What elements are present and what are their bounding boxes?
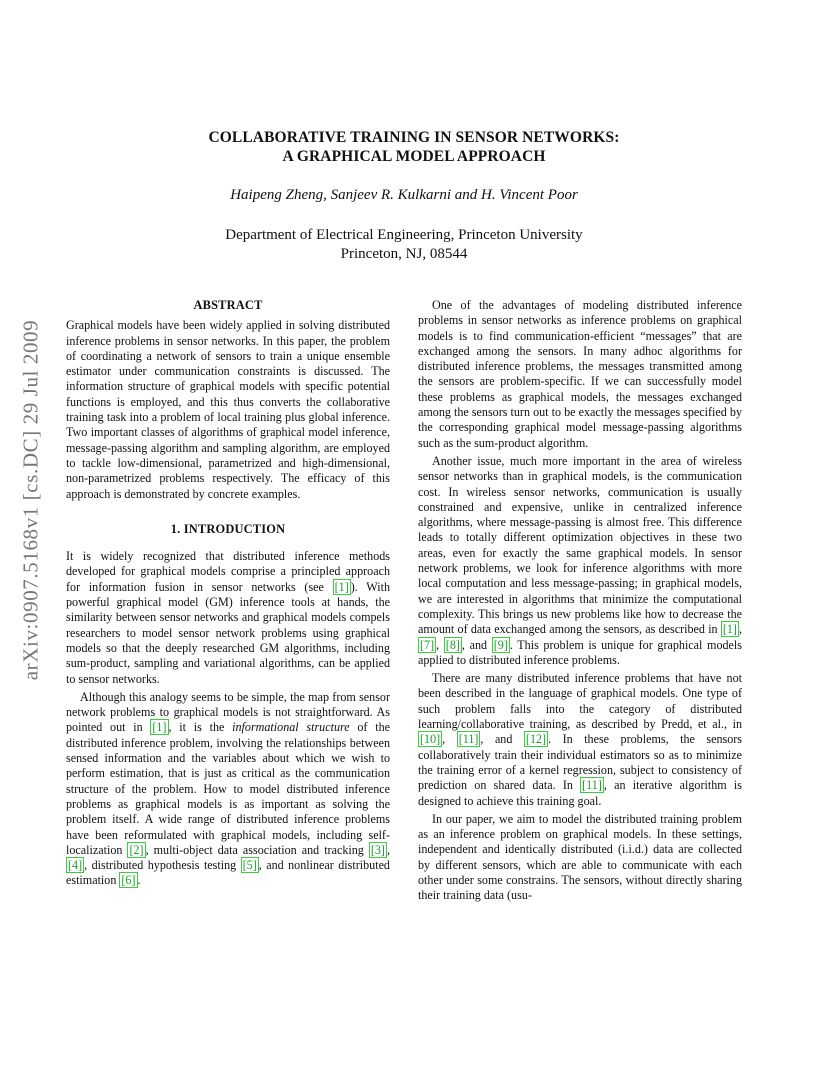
citation-link[interactable]: [1] xyxy=(722,622,737,637)
citation-link[interactable]: [11] xyxy=(458,732,479,747)
intro-paragraph-4: Another issue, much more important in the area of wireless sensor networks than in graphical models, is the communication cost. In wireless sensor networks, communication is usually constrained and expensive, unlike in centralized inference algorithms, where message-passing is almost free. This difference leads to totally different optimization objectives in these two areas, even for exactly the same graphical models. In sensor network problems, we look for inference algorithms with more local computation and less message-passing; in graphical models, we are interested in algorithms that minimize the computational complexity. This brings us new problems like how to decrease the amount of data exchanged among the sensors, as described in [1] , [7] , [8] , and [9] . This problem is unique for graphical models applied to distributed inference problems. xyxy=(418,453,742,667)
citation-link[interactable]: [11] xyxy=(582,778,602,793)
affiliation-line-2: Princeton, NJ, 08544 xyxy=(340,246,468,262)
citation-link[interactable]: [5] xyxy=(242,858,257,873)
citation-link[interactable]: [7] xyxy=(420,637,435,652)
affiliation-line-1: Department of Electrical Engineering, Princeton University xyxy=(225,227,583,243)
intro-paragraph-1: It is widely recognized that distributed inference methods developed for graphical models comprise a principled approach for information fusion in sensor networks (see [1] ). With powerful graphical model (GM) inference tools at hands, the similarity between sensor networks and graphical models compels researchers to model sensor network problems using graphical models so that the deeply researched GM algorithms, including sum-product, sampling and variational algorithms, can be applied to sensor networks. xyxy=(66,549,390,686)
citation-link[interactable]: [3] xyxy=(370,842,385,857)
citation-link[interactable]: [9] xyxy=(493,637,508,652)
authors: Haipeng Zheng, Sanjeev R. Kulkarni and H. Vincent Poor xyxy=(230,187,578,203)
intro-paragraph-6: In our paper, we aim to model the distributed training problem as an inference problem on graphical models. In these settings, independent and identically distributed (i.i.d.) data are collected by different sensors, which are able to communicate with each other under some constrains. The sensors, without directly sharing their training data (usu- xyxy=(418,811,742,903)
intro-paragraph-5: There are many distributed inference problems that have not been described in the language of graphical models. One type of such problem falls into the category of distributed learning/collaborative training, as described by Predd, et al., in [10] , [11] , and [12] . In these problems, the sensors collaboratively train their individual estimators so as to minimize the training error of a kernel regression, subject to consistency of prediction on shared data. In [11] , an iterative algorithm is designed to achieve this training goal. xyxy=(418,671,742,808)
abstract-heading: ABSTRACT xyxy=(193,298,263,312)
citation-link[interactable]: [10] xyxy=(420,732,441,747)
paper-title xyxy=(0,128,828,166)
intro-paragraph-3: One of the advantages of modeling distributed inference problems in sensor networks as inference problems on graphical models is to find communication-efficient “messages” that are exchanged among the sensors. In many adhoc algorithms for distributed inference problems, the messages transmitted among the sensors are problem-specific. If we can successfully model these problems as graphical models, the messages exchanged among the sensors turn out to be exactly the messages specified by the corresponding graphical model message-passing algorithms such as the sum-product algorithm. xyxy=(418,298,742,450)
citation-link[interactable]: [1] xyxy=(334,579,349,594)
arxiv-stamp xyxy=(14,300,48,700)
citation-link[interactable]: [1] xyxy=(152,720,167,735)
introduction-heading: 1. INTRODUCTION xyxy=(170,521,286,536)
intro-paragraph-2: Although this analogy seems to be simple, the map from sensor network problems to graphical models is not straightforward. As pointed out in [1] , it is the informational structure of the distributed inference problem, involving the relationships between sensed information and the variables about which we wish to perform estimation, that is just as critical as the communication structure of the problem. How to model distributed inference problems as graphical models is as important as solving the problem itself. A wide range of distributed inference problems have been reformulated with graphical models, including self-localization [2] , multi-object data association and tracking [3] , [4] , distributed hypothesis testing [5] , and nonlinear distributed estimation [6] . xyxy=(66,689,390,888)
left-column xyxy=(66,298,390,892)
title-line-2: A GRAPHICAL MODEL APPROACH xyxy=(282,148,546,165)
abstract-text: Graphical models have been widely applied in solving distributed inference problems in sensor networks. In this paper, the problem of coordinating a network of sensors to train a unique ensemble estimator under communication constraints is discussed. The information structure of graphical models with specific potential functions is employed, and this thus converts the collaborative training task into a problem of local training plus global inference. Two important classes of algorithms of graphical model inference, message-passing algorithm and sampling algorithm, are employed to tackle low-dimensional, parametrized and high-dimensional, non-parametrized problems respectively. The efficacy of this approach is demonstrated by concrete examples. xyxy=(66,318,390,501)
citation-link[interactable]: [4] xyxy=(68,858,83,873)
arxiv-stamp-text: arXiv:0907.5168v1 [cs.DC] 29 Jul 2009 xyxy=(18,319,43,681)
affiliation xyxy=(0,226,808,264)
citation-link[interactable]: [12] xyxy=(525,732,547,747)
citation-link[interactable]: [8] xyxy=(445,637,460,652)
title-line-1: COLLABORATIVE TRAINING IN SENSOR NETWORKS: xyxy=(208,129,620,146)
citation-link[interactable]: [6] xyxy=(121,873,136,888)
citation-link[interactable]: [2] xyxy=(129,842,144,857)
right-column xyxy=(418,298,742,907)
